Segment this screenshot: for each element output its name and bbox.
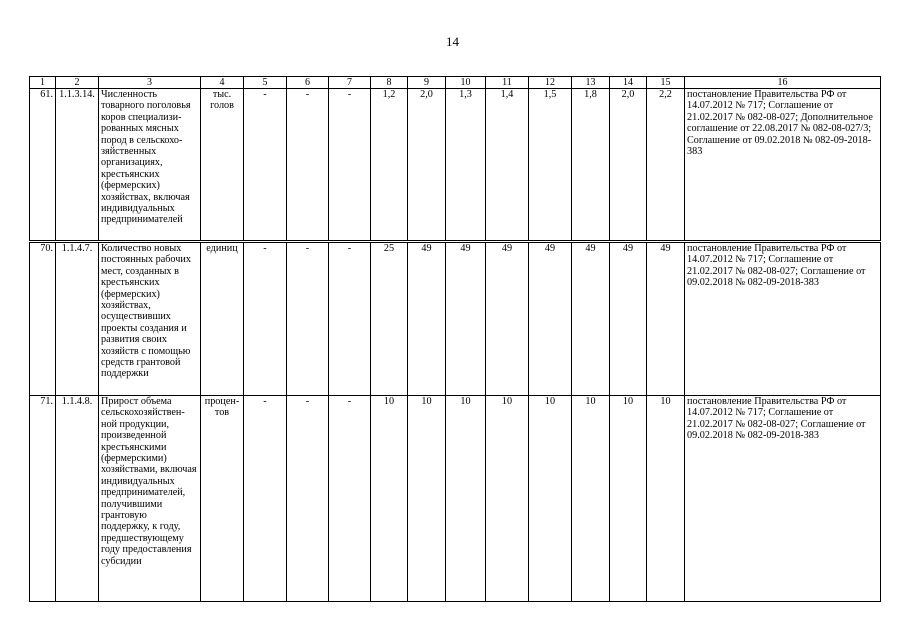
unit: процен-тов bbox=[201, 396, 244, 602]
value-cell: 49 bbox=[408, 242, 446, 396]
column-header: 11 bbox=[486, 77, 529, 89]
value-cell: 1,4 bbox=[486, 89, 529, 242]
indicator-name: Прирост объема сельскохозяйствен-ной продукции, произведенной крестьянскими (фермерскими) хозяйствами, включая индивидуальных предпринимателей, получившими грантовую поддержку, к году, предшествующему году предоставления субсидии bbox=[99, 396, 201, 602]
value-cell: 10 bbox=[647, 396, 685, 602]
value-cell: 10 bbox=[610, 396, 647, 602]
value-cell: - bbox=[287, 242, 329, 396]
column-header: 9 bbox=[408, 77, 446, 89]
column-header: 5 bbox=[244, 77, 287, 89]
value-cell: 1,5 bbox=[529, 89, 572, 242]
value-cell: - bbox=[244, 396, 287, 602]
page-number: 14 bbox=[446, 34, 459, 49]
value-cell: 10 bbox=[371, 396, 408, 602]
indicators-table bbox=[29, 76, 881, 602]
value-cell: - bbox=[329, 396, 371, 602]
value-cell: 10 bbox=[446, 396, 486, 602]
column-header: 14 bbox=[610, 77, 647, 89]
value-cell: - bbox=[287, 396, 329, 602]
value-cell: 10 bbox=[486, 396, 529, 602]
table-row bbox=[30, 242, 881, 396]
column-header: 8 bbox=[371, 77, 408, 89]
column-header: 3 bbox=[99, 77, 201, 89]
indicator-name: Количество новых постоянных рабочих мест, созданных в крестьянских (фермерских) хозяйствах, осуществивших проекты создания и развития своих хозяйств с помощью средств грантовой поддержки bbox=[99, 242, 201, 396]
value-cell: 49 bbox=[446, 242, 486, 396]
value-cell: 10 bbox=[572, 396, 610, 602]
source-reference: постановление Правительства РФ от 14.07.2012 № 717; Соглашение от 21.02.2017 № 082-08-027; Соглашение от 09.02.2018 № 082-09-2018-383 bbox=[685, 396, 881, 602]
value-cell: 1,2 bbox=[371, 89, 408, 242]
value-cell: - bbox=[287, 89, 329, 242]
source-reference: постановление Правительства РФ от 14.07.2012 № 717; Соглашение от 21.02.2017 № 082-08-027; Дополнительное соглашение от 22.08.2017 № 082-08-027/3; Соглашение от 09.02.2018 № 082-09-2018-383 bbox=[685, 89, 881, 242]
value-cell: 2,0 bbox=[610, 89, 647, 242]
column-header: 16 bbox=[685, 77, 881, 89]
column-header: 13 bbox=[572, 77, 610, 89]
value-cell: - bbox=[244, 89, 287, 242]
row-number: 70. bbox=[30, 242, 56, 396]
value-cell: 25 bbox=[371, 242, 408, 396]
row-number: 71. bbox=[30, 396, 56, 602]
row-code: 1.1.4.8. bbox=[56, 396, 99, 602]
unit: тыс. голов bbox=[201, 89, 244, 242]
column-header: 6 bbox=[287, 77, 329, 89]
column-header: 7 bbox=[329, 77, 371, 89]
indicator-name: Численность товарного поголовья коров специализи-рованных мясных пород в сельскохо-зяйственных организациях, крестьянских (фермерских) хозяйствах, включая индивидуальных предпринимателей bbox=[99, 89, 201, 242]
row-number: 61. bbox=[30, 89, 56, 242]
value-cell: 1,8 bbox=[572, 89, 610, 242]
column-header: 1 bbox=[30, 77, 56, 89]
value-cell: 2,0 bbox=[408, 89, 446, 242]
column-header: 15 bbox=[647, 77, 685, 89]
column-header: 2 bbox=[56, 77, 99, 89]
header-row bbox=[30, 77, 881, 89]
value-cell: 49 bbox=[647, 242, 685, 396]
value-cell: - bbox=[244, 242, 287, 396]
value-cell: 49 bbox=[610, 242, 647, 396]
row-code: 1.1.3.14. bbox=[56, 89, 99, 242]
value-cell: 49 bbox=[572, 242, 610, 396]
value-cell: 2,2 bbox=[647, 89, 685, 242]
unit: единиц bbox=[201, 242, 244, 396]
source-reference: постановление Правительства РФ от 14.07.2012 № 717; Соглашение от 21.02.2017 № 082-08-027; Соглашение от 09.02.2018 № 082-09-2018-383 bbox=[685, 242, 881, 396]
value-cell: 49 bbox=[529, 242, 572, 396]
value-cell: 10 bbox=[529, 396, 572, 602]
column-header: 12 bbox=[529, 77, 572, 89]
value-cell: - bbox=[329, 242, 371, 396]
value-cell: - bbox=[329, 89, 371, 242]
row-code: 1.1.4.7. bbox=[56, 242, 99, 396]
value-cell: 10 bbox=[408, 396, 446, 602]
value-cell: 49 bbox=[486, 242, 529, 396]
value-cell: 1,3 bbox=[446, 89, 486, 242]
table-row bbox=[30, 396, 881, 602]
table-row bbox=[30, 89, 881, 242]
column-header: 10 bbox=[446, 77, 486, 89]
column-header: 4 bbox=[201, 77, 244, 89]
